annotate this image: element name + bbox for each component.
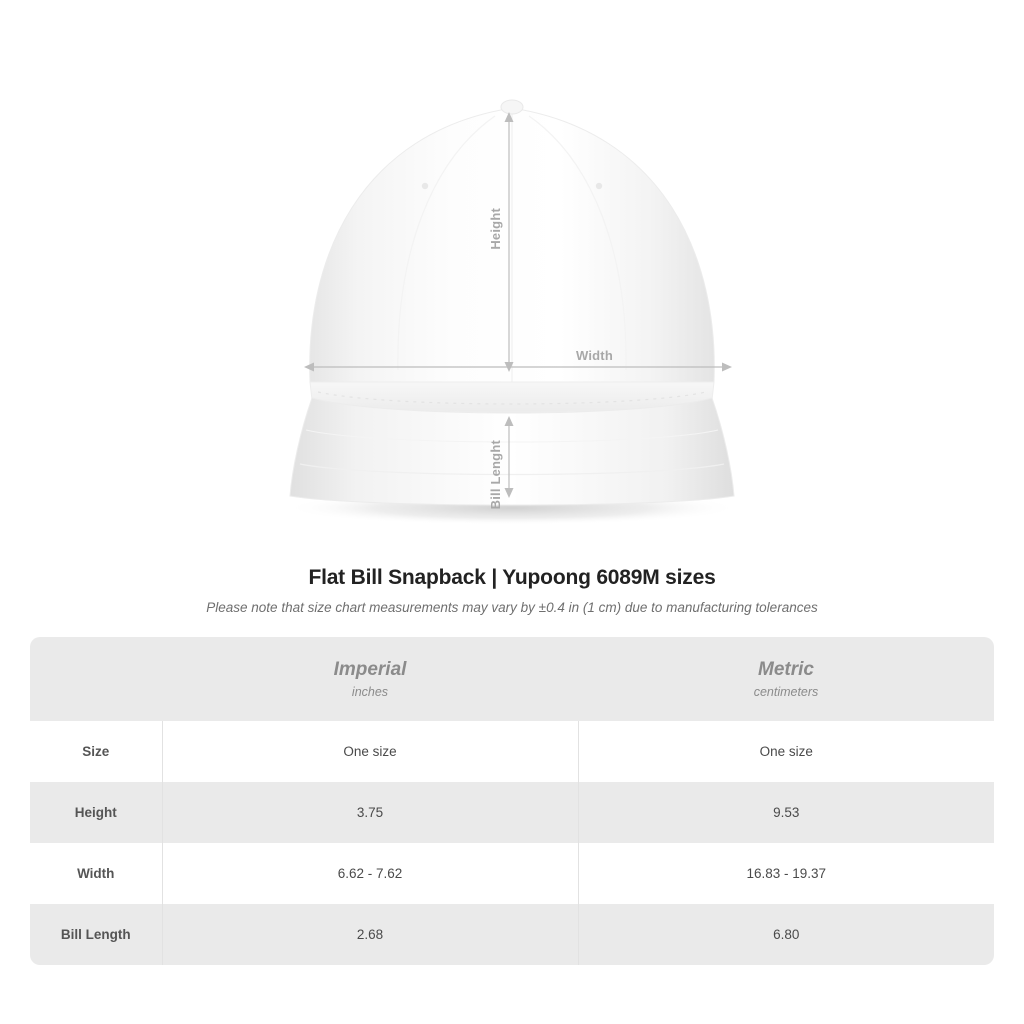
- bill-length-dimension-label: [489, 440, 505, 509]
- table-row: [30, 904, 994, 965]
- header-cell-metric: [578, 637, 994, 721]
- row-label: Size: [30, 721, 162, 782]
- header-cell-imperial: [162, 637, 578, 721]
- row-label: Height: [30, 782, 162, 843]
- table-row: [30, 782, 994, 843]
- row-metric-value: 9.53: [578, 782, 994, 843]
- size-table: [30, 637, 994, 965]
- row-metric-value: 6.80: [578, 904, 994, 965]
- bill-length-label-line2: Lenght: [488, 440, 503, 485]
- row-label: Width: [30, 843, 162, 904]
- size-table-wrapper: [30, 637, 994, 965]
- row-imperial-value: 2.68: [162, 904, 578, 965]
- width-dimension-label: Width: [576, 348, 613, 363]
- row-metric-value: One size: [578, 721, 994, 782]
- row-metric-value: 16.83 - 19.37: [578, 843, 994, 904]
- bill-length-label-line1: Bill: [488, 488, 503, 510]
- crown-button: [501, 100, 523, 114]
- imperial-system-label: Imperial: [333, 659, 407, 680]
- table-header-row: [30, 637, 994, 721]
- title-block: [0, 566, 1024, 615]
- eyelet-right: [596, 183, 602, 189]
- height-dimension-label: Height: [488, 208, 503, 250]
- table-row: [30, 721, 994, 782]
- row-imperial-value: One size: [162, 721, 578, 782]
- header-cell-blank: [30, 637, 162, 721]
- page-title: Flat Bill Snapback | Yupoong 6089M sizes: [308, 566, 716, 589]
- tolerance-note: Please note that size chart measurements may vary by ±0.4 in (1 cm) due to manufacturing tolerances: [206, 600, 818, 615]
- eyelet-left: [422, 183, 428, 189]
- metric-unit-label: centimeters: [753, 685, 819, 699]
- imperial-unit-label: inches: [351, 685, 389, 699]
- row-imperial-value: 6.62 - 7.62: [162, 843, 578, 904]
- row-label: Bill Length: [30, 904, 162, 965]
- table-row: [30, 843, 994, 904]
- row-imperial-value: 3.75: [162, 782, 578, 843]
- metric-system-label: Metric: [758, 659, 814, 680]
